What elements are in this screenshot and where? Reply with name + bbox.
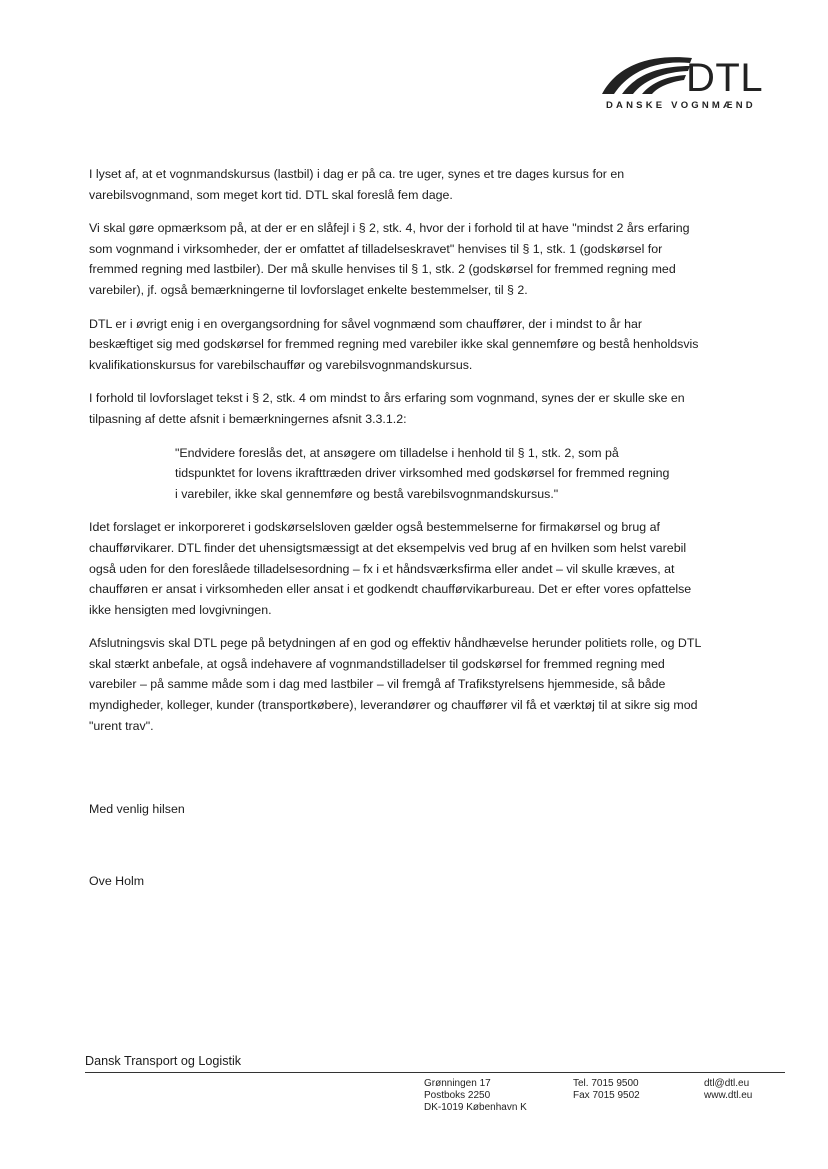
address-line: Grønningen 17 [424,1078,491,1089]
email-link[interactable]: dtl@dtl.eu [704,1078,750,1089]
road-swoosh-icon [600,50,696,100]
address-line: DK-1019 København K [424,1102,527,1113]
paragraph: Vi skal gøre opmærksom på, at der er en slåfejl i § 2, stk. 4, hvor der i forhold til at have "mindst 2 års erfaring som vognmand i virksomheder, der er omfattet af tilladelseskravet" henvises til § 1, stk. 1 (godskørsel for fremmed regning med lastbiler). Der må skulle henvises til § 1, stk. 2 (godskørsel for fremmed regning med varebiler), jf. også bemærkningerne til lovforslaget enkelte bestemmelser, til § 2. [89,221,690,297]
letter-body [89,164,709,749]
logo-tagline: DANSKE VOGNMÆND [606,100,756,111]
footer-web [704,1078,752,1102]
paragraph: Afslutningsvis skal DTL pege på betydningen af en god og effektiv håndhævelse herunder politiets rolle, og DTL skal stærkt anbefale, at også indehavere af vognmandstilladelser til godskørsel for fremmed regning med varebiler – på samme måde som i dag med lastbiler – vil fremgå af Trafikstyrelsens hjemmeside, så både myndigheder, kolleger, kunder (transportkøbere), leverandører og chauffører vil få et værktøj til at sikre sig mod "urent trav". [89,636,701,733]
website-link[interactable]: www.dtl.eu [704,1090,753,1101]
address-line: Postboks 2250 [424,1090,491,1101]
footer-address [424,1078,527,1114]
paragraph: DTL er i øvrigt enig i en overgangsordning for såvel vognmænd som chauffører, der i mindst to år har beskæftiget sig med godskørsel for fremmed regning med varebiler ikke skal gennemføre og bestå henholdsvis kvalifikationskursus for varebilschauffør og varebilsvognmandskursus. [89,316,699,372]
fax-line: Fax 7015 9502 [573,1090,640,1101]
closing-salutation: Med venlig hilsen [89,802,185,816]
dtl-logo [600,50,780,114]
paragraph: Idet forslaget er inkorporeret i godskørselsloven gælder også bestemmelserne for firmakørsel og brug af chaufførvikarer. DTL finder det uhensigtsmæssigt at det eksempelvis ved brug af en hvilken som helst varebil også uden for den foreslåede tilladelsesordning – fx i et håndsværksfirma eller andet – vil skulle kræves, at chaufføren er ansat i virksomheden eller ansat i et godkendt chaufførvikarbureau. Det er efter vores opfattelse ikke hensigten med lovgivningen. [89,520,692,617]
logo-wordmark: DTL [686,56,764,100]
footer-divider [85,1072,785,1073]
paragraph: I lyset af, at et vognmandskursus (lastbil) i dag er på ca. tre uger, synes et tre dages kursus for en varebilsvognmand, som meget kort tid. DTL skal foreslå fem dage. [89,167,625,202]
phone-line: Tel. 7015 9500 [573,1078,639,1089]
block-quote: "Endvidere foreslås det, at ansøgere om tilladelse i henhold til § 1, stk. 2, som på tidspunktet for lovens ikrafttræden driver virksomhed med godskørsel for fremmed regning i varebiler, ikke skal gennemføre og bestå varebilsvognmandskursus." [175,445,670,501]
signer-name: Ove Holm [89,874,145,888]
footer-phone [573,1078,640,1102]
paragraph: I forhold til lovforslaget tekst i § 2, stk. 4 om mindst to års erfaring som vognmand, synes der er skulle ske en tilpasning af dette afsnit i bemærkningernes afsnit 3.3.1.2: [89,391,685,426]
footer-organization: Dansk Transport og Logistik [85,1054,242,1068]
